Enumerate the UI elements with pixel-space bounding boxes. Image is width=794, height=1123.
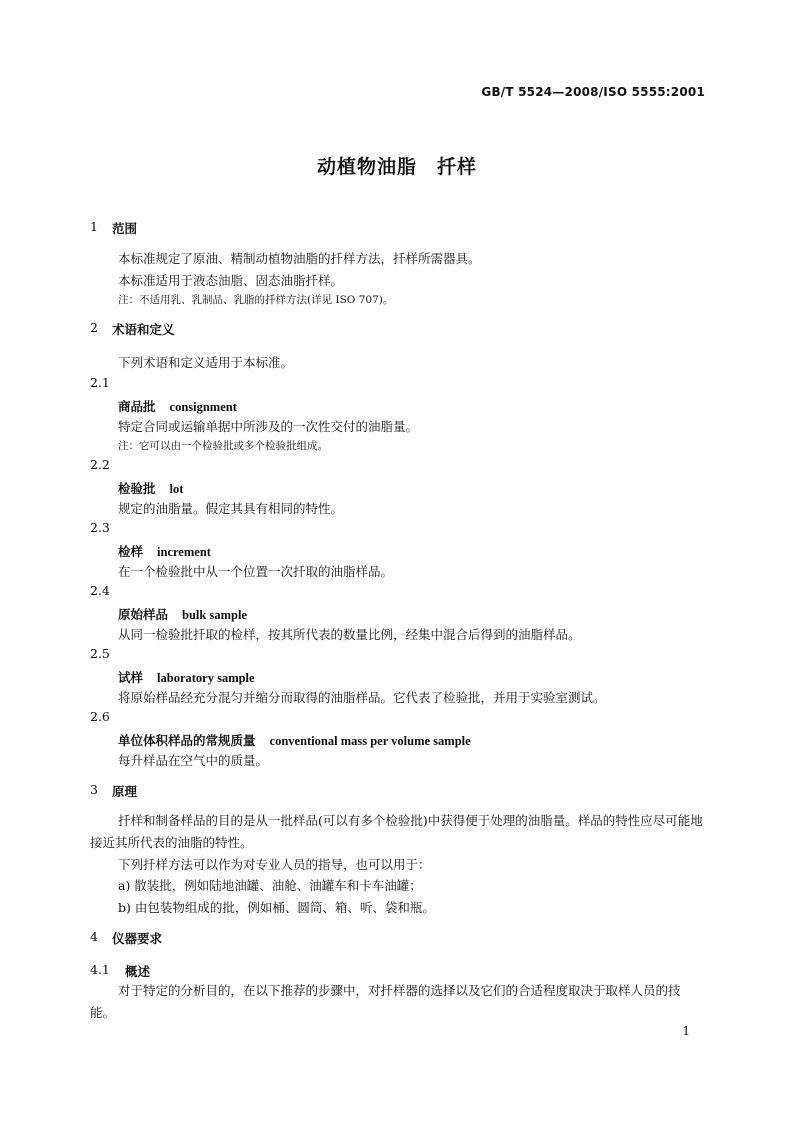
term-2-6-english: conventional mass per volume sample — [269, 734, 471, 748]
section-4-1-paragraph: 对于特定的分析目的，在以下推荐的步骤中，对扦样器的选择以及它们的合适程度取决于取样人员的技能。 — [90, 983, 681, 1020]
term-2-2-heading — [118, 478, 183, 497]
section-1-paragraph-2: 本标准适用于液态油脂、固态油脂扦样。 — [118, 273, 344, 288]
section-3-item-b: b) 由包装物组成的批，例如桶、圆筒、箱、听、袋和瓶。 — [118, 900, 435, 915]
section-2-number: 2 — [90, 320, 98, 335]
section-1-note: 注：不适用乳、乳制品、乳脂的扦样方法(详见 ISO 707)。 — [118, 294, 394, 306]
term-2-5-chinese: 试样 — [118, 670, 144, 685]
standard-code: GB/T 5524—2008/ISO 5555:2001 — [481, 85, 705, 99]
term-2-1-definition: 特定合同或运输单据中所涉及的一次性交付的油脂量。 — [118, 419, 419, 434]
term-2-3-definition: 在一个检验批中从一个位置一次扦取的油脂样品。 — [118, 564, 394, 579]
term-2-6-definition: 每升样品在空气中的质量。 — [118, 753, 269, 768]
term-2-1-number: 2.1 — [90, 375, 110, 390]
section-3-item-a: a) 散装批，例如陆地油罐、油舱、油罐车和卡车油罐； — [118, 878, 422, 893]
subsection-4-1-title: 概述 — [125, 964, 151, 979]
section-2-title: 术语和定义 — [112, 322, 175, 337]
term-2-1-english: consignment — [169, 400, 237, 414]
section-1-title: 范围 — [112, 221, 138, 236]
term-2-1-chinese: 商品批 — [118, 399, 156, 414]
term-2-3-chinese: 检样 — [118, 544, 144, 559]
section-3-paragraph-2: 下列扦样方法可以作为对专业人员的指导，也可以用于： — [118, 857, 431, 872]
term-2-5-english: laboratory sample — [157, 671, 255, 685]
term-2-2-chinese: 检验批 — [118, 481, 156, 496]
term-2-4-heading — [118, 604, 247, 623]
term-2-3-number: 2.3 — [90, 520, 110, 535]
term-2-1-note: 注：它可以由一个检验批或多个检验批组成。 — [118, 440, 328, 452]
term-2-5-definition: 将原始样品经充分混匀并缩分而取得的油脂样品。它代表了检验批，并用于实验室测试。 — [118, 690, 606, 705]
subsection-4-1-number: 4.1 — [90, 962, 110, 977]
term-2-2-definition: 规定的油脂量。假定其具有相同的特性。 — [118, 501, 344, 516]
section-3-title: 原理 — [112, 784, 138, 799]
term-2-6-heading — [118, 730, 471, 749]
page-number: 1 — [682, 1024, 690, 1038]
section-1-number: 1 — [90, 219, 98, 234]
term-2-4-number: 2.4 — [90, 583, 110, 598]
term-2-5-number: 2.5 — [90, 646, 110, 661]
term-2-4-english: bulk sample — [182, 608, 247, 622]
term-2-4-chinese: 原始样品 — [118, 607, 169, 622]
document-title: 动植物油脂 扦样 — [316, 156, 477, 178]
term-2-6-chinese: 单位体积样品的常规质量 — [118, 733, 256, 748]
term-2-3-english: increment — [157, 545, 211, 559]
section-4-number: 4 — [90, 929, 98, 944]
section-4-title: 仪器要求 — [112, 931, 163, 946]
section-1-paragraph-1: 本标准规定了原油、精制动植物油脂的扦样方法，扦样所需器具。 — [118, 251, 481, 266]
term-2-2-number: 2.2 — [90, 457, 110, 472]
term-2-4-definition: 从同一检验批扦取的检样，按其所代表的数量比例，经集中混合后得到的油脂样品。 — [118, 627, 581, 642]
term-2-1-heading — [118, 396, 237, 415]
term-2-3-heading — [118, 541, 211, 560]
section-3-paragraph-1: 扦样和制备样品的目的是从一批样品(可以有多个检验批)中获得便于处理的油脂量。样品的特性应尽可能地接近其所代表的油脂的特性。 — [90, 813, 703, 850]
term-2-6-number: 2.6 — [90, 709, 110, 724]
section-2-intro: 下列术语和定义适用于本标准。 — [118, 355, 294, 370]
term-2-2-english: lot — [169, 482, 184, 496]
section-3-number: 3 — [90, 782, 98, 797]
term-2-5-heading — [118, 667, 255, 686]
